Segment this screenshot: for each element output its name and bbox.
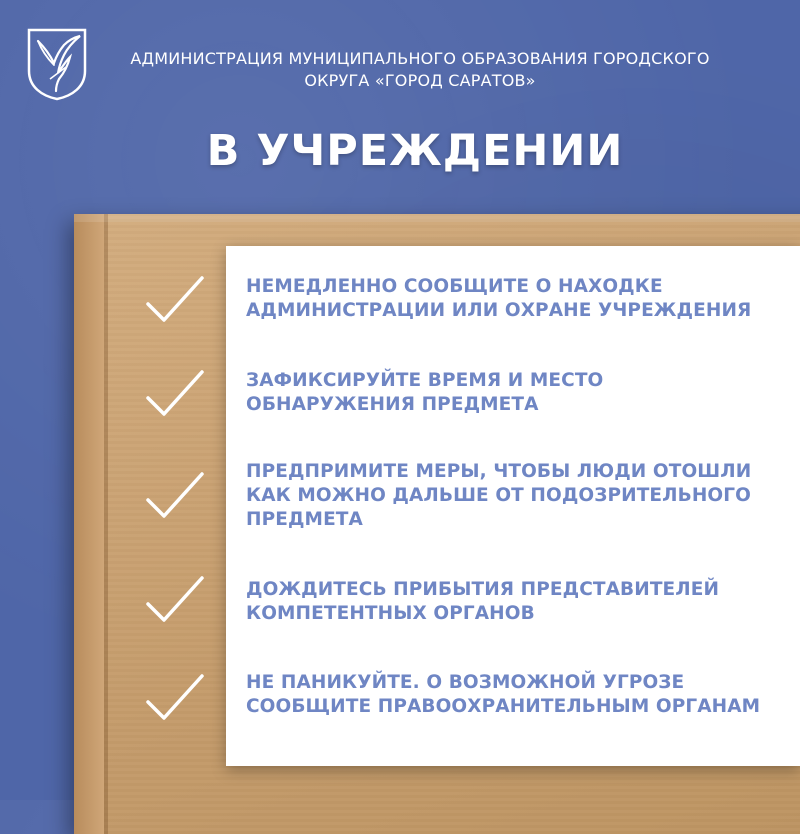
cardboard-top-highlight <box>74 214 800 222</box>
instruction-item <box>246 275 786 323</box>
instruction-line: КОМПЕТЕНТНЫХ ОРГАНОВ <box>246 603 535 624</box>
page-title: В УЧРЕЖДЕНИИ <box>206 126 624 176</box>
check-icon <box>144 274 206 326</box>
check-icon <box>144 672 206 724</box>
organization-name-line1: АДМИНИСТРАЦИЯ МУНИЦИПАЛЬНОГО ОБРАЗОВАНИЯ ГОРОДСКОГО <box>130 49 710 68</box>
instruction-item <box>246 578 786 626</box>
saratov-coat-of-arms-icon <box>26 27 88 101</box>
instruction-line: ПРЕДМЕТА <box>246 509 363 530</box>
header <box>0 0 800 120</box>
check-icon <box>144 470 206 522</box>
organization-name <box>100 48 740 92</box>
organization-name-line2: ОКРУГА «ГОРОД САРАТОВ» <box>304 71 536 90</box>
instruction-line: КАК МОЖНО ДАЛЬШЕ ОТ ПОДОЗРИТЕЛЬНОГО <box>246 485 751 506</box>
instruction-line: НЕ ПАНИКУЙТЕ. О ВОЗМОЖНОЙ УГРОЗЕ <box>246 672 685 693</box>
instruction-line: АДМИНИСТРАЦИИ ИЛИ ОХРАНЕ УЧРЕЖДЕНИЯ <box>246 300 752 321</box>
instruction-line: ПРЕДПРИМИТЕ МЕРЫ, ЧТОБЫ ЛЮДИ ОТОШЛИ <box>246 461 752 482</box>
cardboard-fold <box>104 214 108 834</box>
check-icon <box>144 368 206 420</box>
check-icon <box>144 574 206 626</box>
instruction-item <box>246 460 786 532</box>
instruction-line: НЕМЕДЛЕННО СООБЩИТЕ О НАХОДКЕ <box>246 276 663 297</box>
instruction-item <box>246 671 786 719</box>
instruction-line: ОБНАРУЖЕНИЯ ПРЕДМЕТА <box>246 394 539 415</box>
instruction-line: ДОЖДИТЕСЬ ПРИБЫТИЯ ПРЕДСТАВИТЕЛЕЙ <box>246 579 720 600</box>
instruction-line: ЗАФИКСИРУЙТЕ ВРЕМЯ И МЕСТО <box>246 370 604 391</box>
instruction-item <box>246 369 786 417</box>
instruction-line: СООБЩИТЕ ПРАВООХРАНИТЕЛЬНЫМ ОРГАНАМ <box>246 696 761 717</box>
cardboard-edge <box>74 214 104 834</box>
